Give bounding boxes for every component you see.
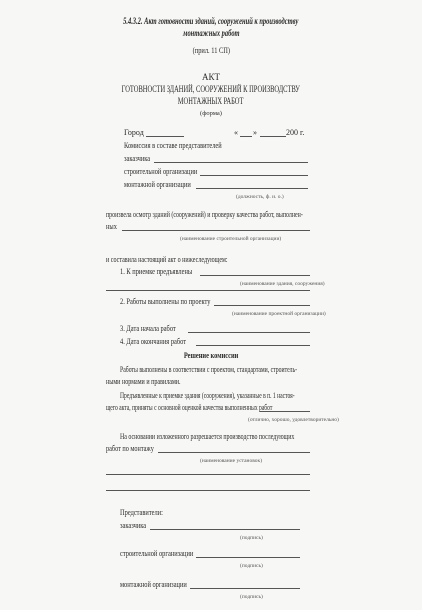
- decision-p1-line1: [120, 365, 366, 374]
- month-field[interactable]: [260, 136, 286, 137]
- decision-title: [0, 351, 422, 360]
- sign-installer-label-text: монтажной организации: [120, 580, 187, 589]
- item-3-field[interactable]: [188, 332, 310, 333]
- customer-label: заказчика: [124, 154, 151, 163]
- decision-p1-line2-text: ными нормами и правилами.: [106, 377, 181, 386]
- item-2-hint: (наименование проектной организации): [232, 311, 326, 317]
- decision-p2-line2-text: щего акта, приняты с основной оценкой качества выполненных работ: [106, 403, 273, 412]
- sign-builder-hint: (подпись): [240, 563, 263, 569]
- act-subtitle-1-text: ГОТОВНОСТИ ЗДАНИЙ, СООРУЖЕНИЙ К ПРОИЗВОДСТВУ: [121, 84, 301, 94]
- act-subtitle-1: [0, 84, 422, 94]
- act-subtitle-2-text: МОНТАЖНЫХ РАБОТ: [178, 96, 244, 106]
- installation-extra-line-2[interactable]: [106, 490, 310, 491]
- item-3-label: [120, 324, 190, 333]
- decision-p3-line1-text: На основании изложенного разрешается производство последующих: [120, 432, 295, 441]
- installer-label-text: монтажной организации: [124, 180, 191, 189]
- installation-extra-line-1[interactable]: [106, 474, 310, 475]
- sign-builder-label-text: строительной организации: [120, 549, 194, 558]
- act-subtitle-2: [0, 96, 422, 106]
- form-note: [0, 110, 422, 117]
- signatures-title-text: Представители:: [120, 508, 163, 517]
- date-close-quote: »: [253, 128, 257, 137]
- section-heading: [0, 16, 422, 26]
- date-open-quote: «: [234, 128, 238, 137]
- quality-field[interactable]: [260, 411, 310, 412]
- decision-title-text: Решение комиссии: [183, 351, 239, 360]
- installation-field[interactable]: [158, 452, 310, 453]
- section-heading-line2-text: монтажных работ: [182, 28, 240, 38]
- quality-hint: (отлично, хорошо, удовлетворительно): [248, 417, 339, 423]
- sign-customer-hint: (подпись): [240, 535, 263, 541]
- sign-customer-label: заказчика: [120, 521, 147, 530]
- installation-hint: (наименование установок): [200, 458, 263, 464]
- day-field[interactable]: [240, 136, 252, 137]
- decision-p2-line1: [120, 391, 369, 400]
- position-hint: (должность, ф. и. о.): [236, 194, 284, 200]
- item-1-field[interactable]: [200, 275, 310, 276]
- act-title-text: АКТ: [202, 72, 220, 82]
- decision-p2-line1-text: Предъявленные к приемке здания (сооружения), указанные в п. 1 настоя-: [120, 391, 295, 400]
- city-label: Город: [124, 128, 144, 137]
- item-4-field[interactable]: [196, 345, 310, 346]
- item-1-extra-line[interactable]: [106, 290, 310, 291]
- commission-label: [124, 141, 246, 150]
- items-intro-text: и составила настоящий акт о нижеследующем:: [106, 255, 228, 264]
- decision-p3-line2-text: работ по монтажу: [106, 444, 154, 453]
- act-title: [0, 72, 422, 82]
- section-heading-text: 5.4.3.2. Акт готовности зданий, сооружений к производству: [123, 16, 299, 26]
- form-note-text: (форма): [200, 110, 222, 117]
- sign-builder-field[interactable]: [196, 557, 300, 558]
- commission-label-text: Комиссия в составе представителей: [124, 141, 222, 150]
- inspection-line-2: ных: [106, 222, 117, 231]
- inspection-line-1-text: произвела осмотр зданий (сооружений) и проверку качества работ, выполнен-: [106, 210, 303, 219]
- item-3-label-text: 3. Дата начала работ: [120, 324, 176, 333]
- decision-p1-line2: [106, 377, 204, 386]
- installer-field[interactable]: [196, 188, 308, 189]
- builder-label-text: строительной организации: [124, 167, 198, 176]
- annex-ref-text: (прил. 11 СП): [192, 46, 230, 55]
- inspection-line-1: [106, 210, 372, 219]
- builder-field[interactable]: [200, 175, 308, 176]
- item-2-label-text: 2. Работы выполнены по проекту: [120, 297, 211, 306]
- decision-p1-line1-text: Работы выполнены в соответствии с проектом, стандартами, строитель-: [120, 365, 298, 374]
- installer-label: [124, 180, 208, 189]
- decision-p3-line1: [120, 432, 356, 441]
- item-4-label: [120, 337, 203, 346]
- inspection-hint: (наименование строительной организации): [180, 236, 282, 242]
- item-1-hint: (наименование здания, сооружения): [240, 281, 325, 287]
- customer-field[interactable]: [154, 162, 308, 163]
- item-2-field[interactable]: [214, 305, 310, 306]
- item-1-label-text: 1. К приемке предъявлены: [120, 267, 193, 276]
- annex-ref: [0, 46, 422, 55]
- sign-installer-hint: (подпись): [240, 594, 263, 600]
- section-heading-line2: [0, 28, 422, 38]
- sign-installer-field[interactable]: [190, 588, 300, 589]
- item-4-label-text: 4. Дата окончания работ: [120, 337, 187, 346]
- item-1-label: [120, 267, 210, 276]
- city-field[interactable]: [146, 136, 184, 137]
- year-label: 200 г.: [286, 128, 305, 137]
- items-intro: [106, 255, 266, 264]
- signatures-title: [120, 508, 174, 517]
- inspection-org-field[interactable]: [122, 230, 310, 231]
- sign-customer-field[interactable]: [150, 529, 300, 530]
